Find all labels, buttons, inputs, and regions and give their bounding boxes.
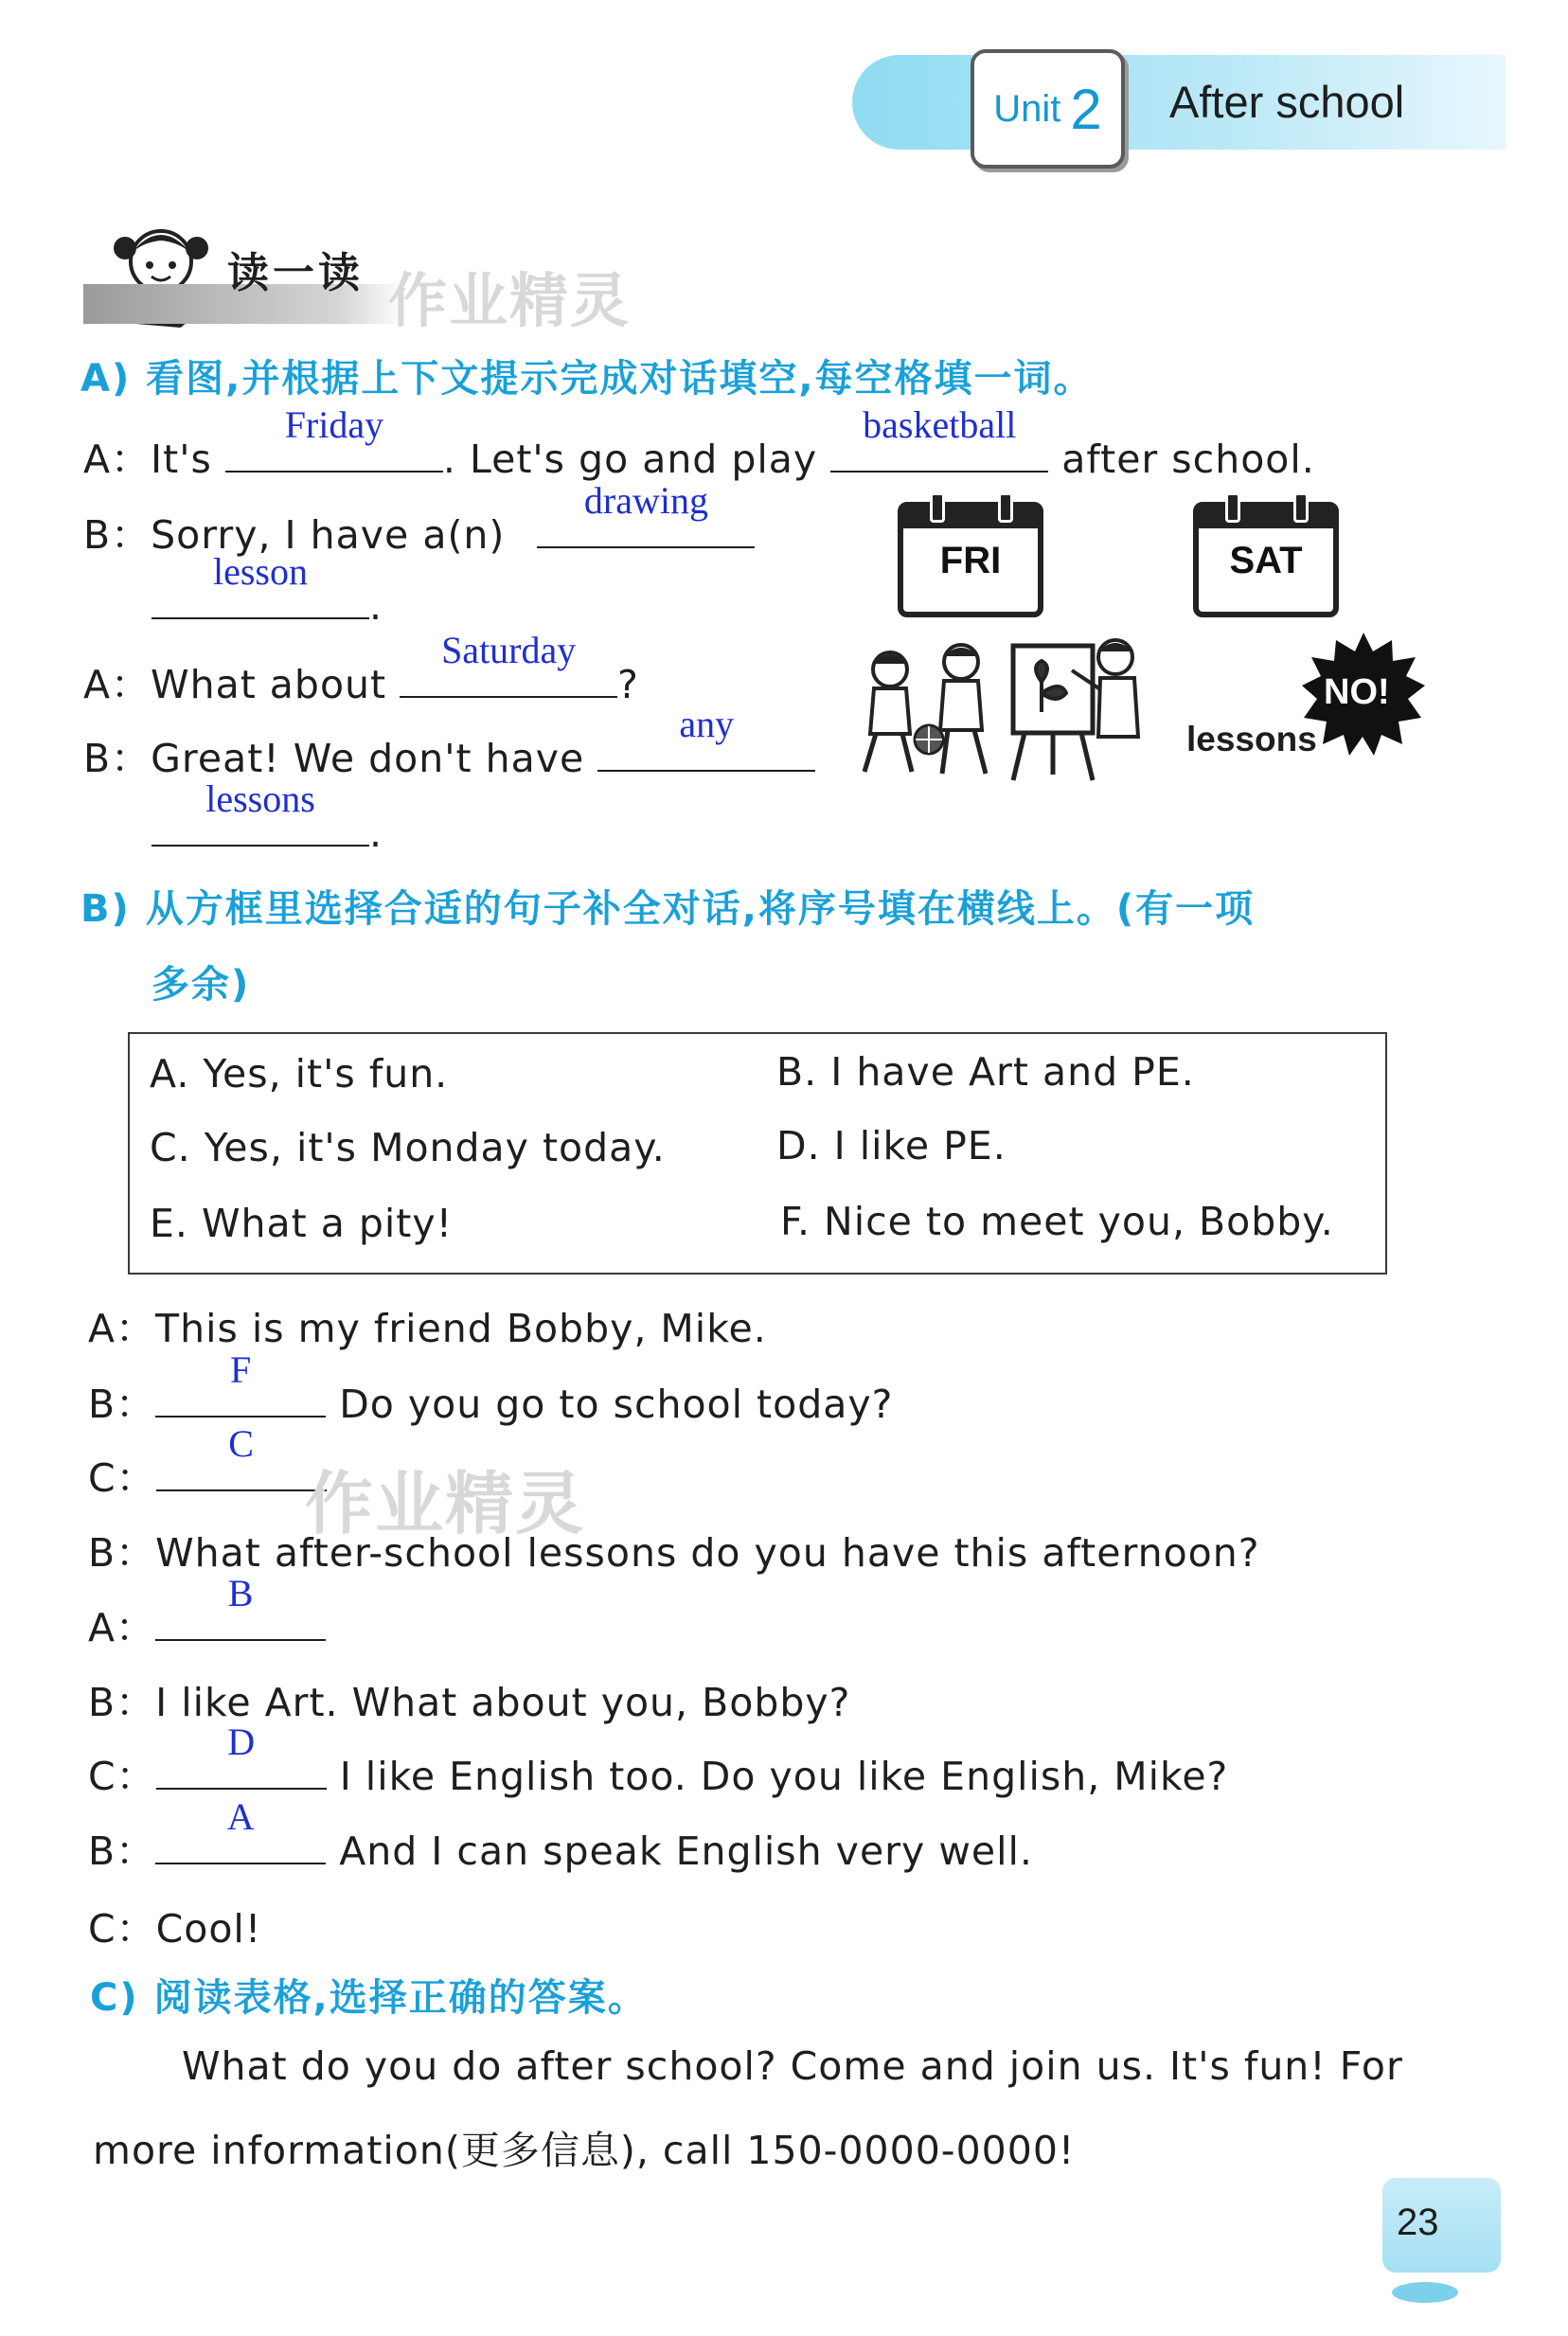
dialog-line: B：What after-school lessons do you have this afternoon? <box>88 1530 1260 1576</box>
part-a-heading: A) 看图,并根据上下文提示完成对话填空,每空格填一词。 <box>80 357 1094 401</box>
part-b-heading: B) 从方框里选择合适的句子补全对话,将序号填在横线上。(有一项 <box>80 887 1256 931</box>
kids-basketball-icon <box>838 639 1013 781</box>
unit-number: 2 <box>1070 77 1102 141</box>
paragraph-line: more information(更多信息), call 150-0000-0000! <box>93 2128 1076 2173</box>
dialog-line: A：It's Friday . Let's go and play basketball after school. <box>83 403 1315 482</box>
dialog-line: lesson . <box>151 576 383 629</box>
watermark: 作业精灵 <box>305 1464 586 1543</box>
dialog-line: lessons . <box>151 803 383 856</box>
paragraph-line: What do you do after school? Come and join us. It's fun! For <box>182 2043 1403 2089</box>
dialog-line: C：Cool! <box>88 1906 262 1952</box>
watermark: 作业精灵 <box>388 266 632 335</box>
option-c: C. Yes, it's Monday today. <box>150 1125 666 1170</box>
section-title: 读一读 <box>227 249 364 297</box>
dialog-line: A： B <box>88 1596 326 1652</box>
answer-blank: lessons <box>151 803 369 847</box>
answer-blank: lesson <box>151 576 369 619</box>
dialog-line: B：I like Art. What about you, Bobby? <box>88 1680 851 1725</box>
lessons-label: lessons <box>1186 720 1317 758</box>
option-f: F. Nice to meet you, Bobby. <box>780 1199 1334 1244</box>
dialog-line: B：Sorry, I have a(n) drawing <box>83 504 755 560</box>
calendar-sat-icon: SAT <box>1193 502 1339 617</box>
answer-blank: Saturday <box>400 654 617 698</box>
answer-blank: B <box>155 1597 326 1641</box>
option-a: A. Yes, it's fun. <box>150 1051 449 1097</box>
unit-title: After school <box>1169 77 1405 127</box>
answer-blank: C <box>156 1448 327 1491</box>
calendar-fri-icon: FRI <box>898 502 1043 617</box>
dialog-line: C： C <box>88 1447 327 1503</box>
easel-painting-icon <box>1004 633 1146 784</box>
option-b: B. I have Art and PE. <box>776 1049 1195 1095</box>
part-b-heading-cont: 多余) <box>151 963 251 1007</box>
unit-word: Unit <box>993 87 1061 130</box>
answer-blank: drawing <box>537 505 755 548</box>
page-number-stand <box>1392 2282 1458 2303</box>
answer-blank: Friday <box>225 429 443 473</box>
option-e: E. What a pity! <box>150 1201 454 1246</box>
answer-blank: D <box>156 1746 327 1790</box>
dialog-line: A：What about Saturday ? <box>83 629 639 707</box>
page-number: 23 <box>1397 2202 1439 2243</box>
unit-badge <box>971 49 1125 169</box>
no-badge-text: NO! <box>1324 672 1390 712</box>
dialog-line: B： A And I can speak English very well. <box>88 1795 1033 1874</box>
dialog-line: C： D I like English too. Do you like English, Mike? <box>88 1721 1229 1799</box>
dialog-line: B：Great! We don't have any <box>83 727 815 783</box>
dialog-line: A：This is my friend Bobby, Mike. <box>88 1306 767 1351</box>
answer-blank: basketball <box>830 429 1048 473</box>
option-d: D. I like PE. <box>776 1123 1007 1168</box>
answer-blank: any <box>597 728 815 772</box>
answer-blank: A <box>155 1821 326 1864</box>
part-c-heading: C) 阅读表格,选择正确的答案。 <box>90 1976 648 2020</box>
answer-blank: F <box>155 1374 326 1418</box>
dialog-line: B： F Do you go to school today? <box>88 1348 894 1427</box>
